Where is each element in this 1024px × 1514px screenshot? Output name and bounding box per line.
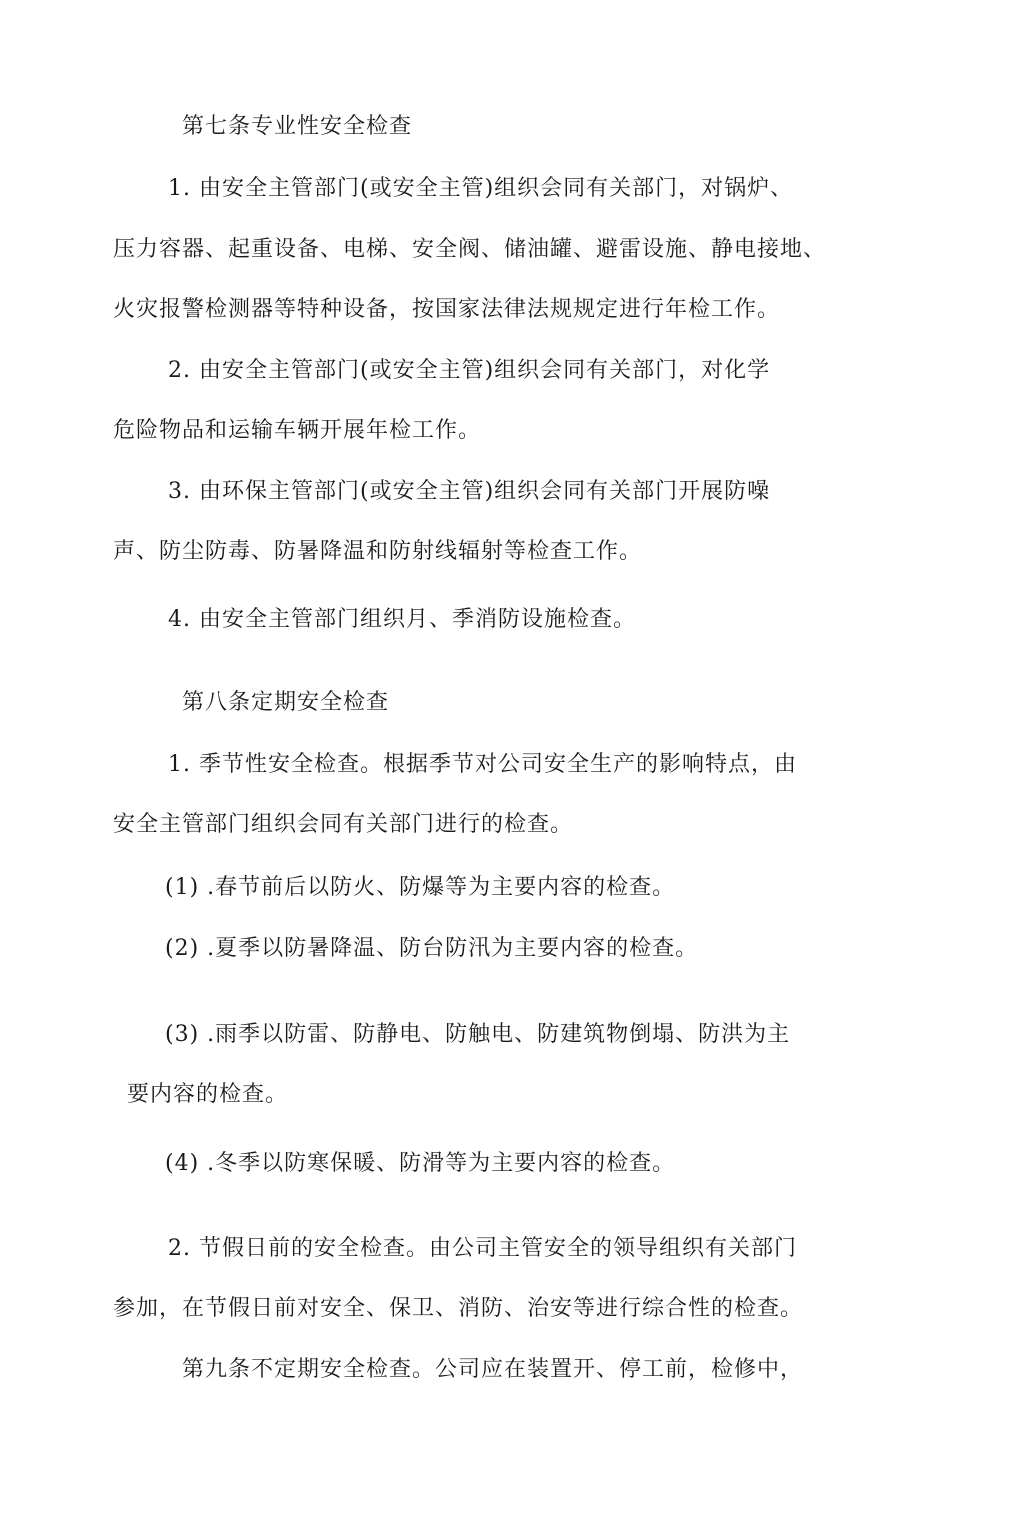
article-8-subitem-3-line-1: (3) .雨季以防雷、防静电、防触电、防建筑物倒塌、防洪为主 <box>165 1022 791 1047</box>
article-8-subitem-4: (4) .冬季以防寒保暖、防滑等为主要内容的检查。 <box>165 1151 676 1176</box>
article-7-item-1-line-2: 压力容器、起重设备、电梯、安全阀、储油罐、避雷设施、静电接地、 <box>113 237 827 262</box>
article-8-item-1-line-1: 1. 季节性安全检查。根据季节对公司安全生产的影响特点，由 <box>168 752 797 777</box>
article-8-subitem-3-line-2: 要内容的检查。 <box>127 1082 289 1107</box>
article-7-item-3-line-2: 声、防尘防毒、防暑降温和防射线辐射等检查工作。 <box>113 539 643 564</box>
article-8-subitem-2: (2) .夏季以防暑降温、防台防汛为主要内容的检查。 <box>165 936 699 961</box>
article-7-item-2-line-2: 危险物品和运输车辆开展年检工作。 <box>113 418 482 443</box>
article-7-item-4: 4. 由安全主管部门组织月、季消防设施检查。 <box>168 607 636 632</box>
article-8-item-2-line-2: 参加，在节假日前对安全、保卫、消防、治安等进行综合性的检查。 <box>113 1296 804 1321</box>
article-8-subitem-1: (1) .春节前后以防火、防爆等为主要内容的检查。 <box>165 875 676 900</box>
article-7-item-2-line-1: 2. 由安全主管部门(或安全主管)组织会同有关部门，对化学 <box>168 358 771 383</box>
article-8-item-1-line-2: 安全主管部门组织会同有关部门进行的检查。 <box>113 812 574 837</box>
article-7-item-1-line-3: 火灾报警检测器等特种设备，按国家法律法规规定进行年检工作。 <box>113 297 781 322</box>
article-8-item-2-line-1: 2. 节假日前的安全检查。由公司主管安全的领导组织有关部门 <box>168 1236 797 1261</box>
article-9-line-1: 第九条不定期安全检查。公司应在装置开、停工前，检修中， <box>182 1357 804 1382</box>
article-7-item-1-line-1: 1. 由安全主管部门(或安全主管)组织会同有关部门，对锅炉、 <box>168 176 794 201</box>
article-8-heading: 第八条定期安全检查 <box>182 690 390 715</box>
article-7-item-3-line-1: 3. 由环保主管部门(或安全主管)组织会同有关部门开展防噪 <box>168 479 771 504</box>
article-7-heading: 第七条专业性安全检查 <box>182 114 413 139</box>
